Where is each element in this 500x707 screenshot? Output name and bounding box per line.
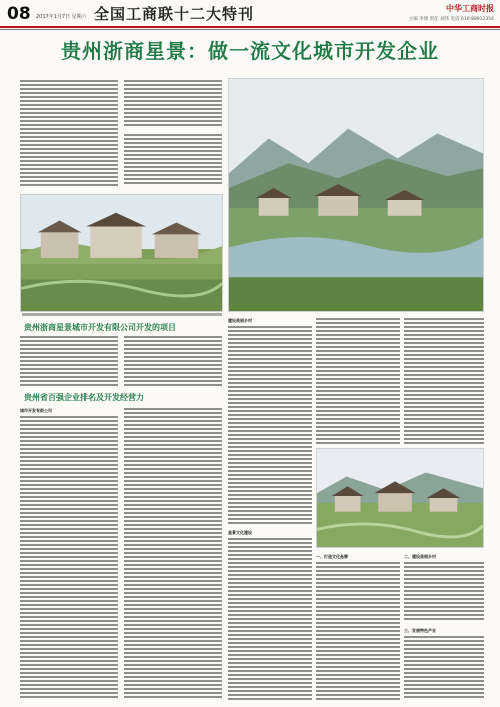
text-column (124, 134, 222, 186)
issue-date: 2017年1月7日 星期六 (36, 14, 87, 20)
section-lead: 二、建设美丽乡村 (404, 554, 436, 559)
text-column (316, 318, 400, 444)
page-number: 08 (7, 4, 31, 24)
text-column (404, 562, 484, 622)
lakeside-photo (228, 78, 484, 312)
resort-photo (20, 194, 223, 312)
text-column (124, 80, 222, 128)
text-column (124, 408, 222, 700)
photo-caption (22, 313, 222, 316)
section-lead: 建设美丽乡村 (228, 318, 252, 323)
section-lead: 三、发展特色产业 (404, 628, 436, 633)
text-column (124, 336, 222, 388)
text-column (316, 562, 400, 700)
header-thin-rule (0, 29, 500, 30)
section-banner: 全国工商联十二大特刊 (94, 5, 255, 23)
text-column (228, 538, 312, 700)
text-column (404, 636, 484, 700)
editor-meta: 主编 李博 责任 刘伟 电话 010-88912356 (408, 17, 494, 22)
text-column (20, 336, 118, 388)
header-red-rule (0, 26, 500, 28)
subhead-2: 贵州省百强企业排名及开发经营力 (24, 393, 144, 402)
paper-logo: 中华工商时报 (446, 3, 494, 13)
text-column (228, 326, 312, 526)
article-headline: 贵州浙商星景：做一流文化城市开发企业 (61, 39, 439, 63)
subhead-1: 贵州浙商星景城市开发有限公司开发的项目 (24, 323, 176, 332)
section-lead: 一、打造文化品牌 (316, 554, 348, 559)
section-lead: 星景文化建设 (228, 530, 252, 535)
text-column (20, 416, 118, 700)
text-column (404, 318, 484, 444)
text-column (20, 80, 118, 188)
masthead (0, 0, 500, 30)
village-photo (316, 448, 484, 548)
section-lead: 城市开发有限公司 (20, 408, 52, 413)
